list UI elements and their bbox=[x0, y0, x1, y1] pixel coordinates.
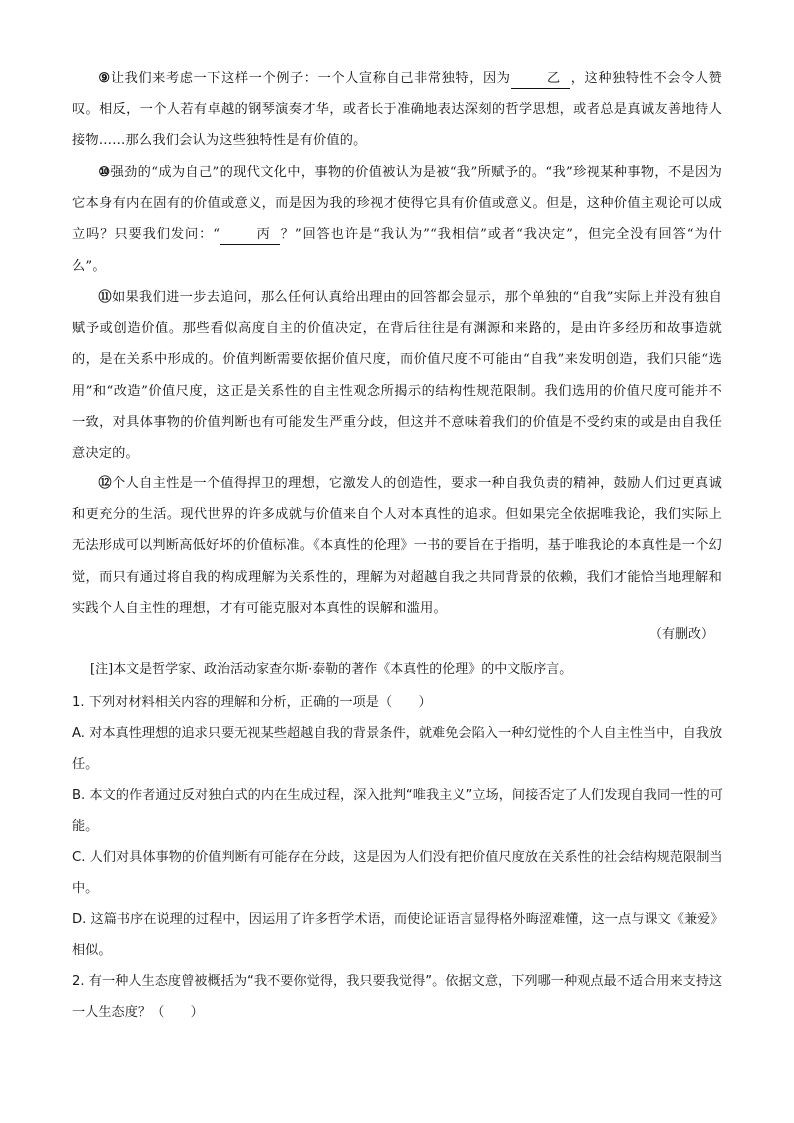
question-1: 1. 下列对材料相关内容的理解和分析，正确的一项是（ ） bbox=[72, 695, 432, 710]
option-d: D. 这篇书序在说理的过程中，因运用了许多哲学术语，而使论证语言显得格外晦涩难懂，这一点与课文《兼爱》相似。 bbox=[72, 912, 724, 958]
paragraph-number: ⑩ bbox=[98, 165, 111, 180]
paragraph-number: ⑫ bbox=[98, 476, 112, 491]
paragraph-text: 强劲的“成为自己”的现代文化中，事物的价值被认为是被“我”所赋予的。“我”珍视某种事物，不是因为它本身有内在固有的价值或意义，而是因为我的珍视才使得它具有价值或意义。但是，这种价值主观论可以成立吗？只要我们发问：“ bbox=[72, 165, 722, 243]
paragraph-12 bbox=[72, 468, 722, 624]
footnote: [注]本文是哲学家、政治活动家查尔斯·泰勒的著作《本真性的伦理》的中文版序言。 bbox=[90, 662, 573, 677]
option-b: B. 本文的作者通过反对独白式的内在生成过程，深入批判“唯我主义”立场，间接否定了人们发现自我同一性的可能。 bbox=[72, 788, 723, 834]
paragraph-text: ？”回答也许是“我认为”“我相信”或者“我决定”，但完全没有回答“为什么”。 bbox=[72, 227, 722, 274]
question-2: 2. 有一种人生态度曾被概括为“我不要你觉得，我只要我觉得”。依据文意，下列哪一种观点最不适合用来支持这一人生态度？（ ） bbox=[72, 974, 723, 1020]
paragraph-11 bbox=[72, 282, 722, 469]
paragraph-text: ，这种独特性不会令人赞叹。相反，一个人若有卓越的钢琴演奏才华，或者长于准确地表达深刻的哲学思想，或者总是真诚友善地待人接物……那么我们会认为这些独特性是有价值的。 bbox=[72, 71, 722, 149]
paragraph-10 bbox=[72, 157, 722, 282]
paragraph-text: 让我们来考虑一下这样一个例子：一个人宣称自己非常独特，因为 bbox=[110, 71, 511, 86]
paragraph-number: ⑪ bbox=[98, 290, 112, 305]
blank-field: 乙 bbox=[511, 70, 571, 89]
option-a: A. 对本真性理想的追求只要无视某些超越自我的背景条件，就难免会陷入一种幻觉性的个人自主性当中，自我放任。 bbox=[72, 726, 723, 772]
option-c: C. 人们对具体事物的价值判断有可能存在分歧，这是因为人们没有把价值尺度放在关系性的社会结构规范限制当中。 bbox=[72, 850, 723, 896]
source-note: （有删改） bbox=[648, 627, 714, 642]
blank-field: 丙 bbox=[220, 226, 280, 245]
paragraph-text: 如果我们进一步去追问，那么任何认真给出理由的回答都会显示，那个单独的“自我”实际上并没有独自赋予或创造价值。那些看似高度自主的价值决定，在背后往往是有渊源和来路的，是由许多经历和故事造就的，是在关系中形成的。价值判断需要依据价值尺度，而价值尺度不可能由“自我”来发明创造，我们只能“选用”和“改造”价值尺度，这正是关系性的自主性观念所揭示的结构性规范限制。我们选用的价值尺度可能并不一致，对具体事物的价值判断也有可能发生严重分歧，但这并不意味着我们的价值是不受约束的或是由自我任意决定的。 bbox=[72, 290, 722, 462]
paragraph-number: ⑨ bbox=[98, 71, 111, 86]
paragraph-9 bbox=[72, 63, 722, 157]
paragraph-text: 个人自主性是一个值得捍卫的理想，它激发人的创造性，要求一种自我负责的精神，鼓励人们过更真诚和更充分的生活。现代世界的许多成就与价值来自个人对本真性的追求。但如果完全依据唯我论，我们实际上无法形成可以判断高低好坏的价值标准。《本真性的伦理》一书的要旨在于指明，基于唯我论的本真性是一个幻觉，而只有通过将自我的构成理解为关系性的，理解为对超越自我之共同背景的依赖，我们才能恰当地理解和实践个人自主性的理想，才有可能克服对本真性的误解和滥用。 bbox=[72, 476, 722, 616]
